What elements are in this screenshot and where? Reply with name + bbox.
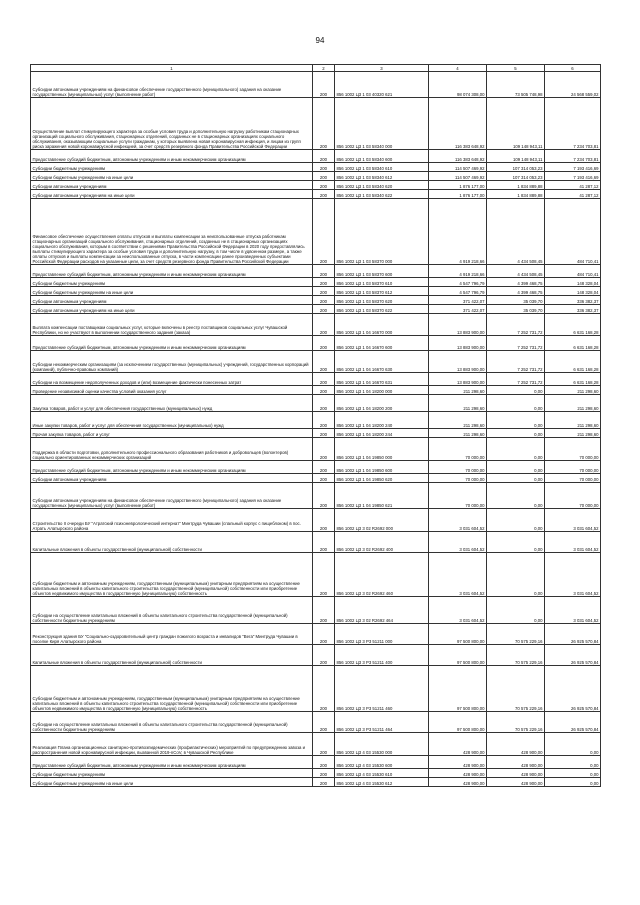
unexecuted-amount-cell: 26 925 570,84 xyxy=(545,645,601,666)
table-row xyxy=(31,778,601,787)
executed-amount-cell: 7 252 731,72 xyxy=(487,336,545,351)
budget-classification-code-cell: 856 1002 Ц3 1 03 58340 620 xyxy=(335,181,429,190)
unexecuted-amount-cell: 6 631 168,28 xyxy=(545,373,601,386)
line-code-cell: 200 xyxy=(313,438,335,461)
approved-amount-cell: 4 547 796,79 xyxy=(429,278,487,287)
column-header-6: 6 xyxy=(545,65,601,72)
expense-name-cell: Субсидии бюджетным учреждениям xyxy=(31,278,313,287)
table-row xyxy=(31,351,601,373)
expense-name-cell: Субсидии бюджетным учреждениям на иные цели xyxy=(31,287,313,296)
expense-name-cell: Субсидии на осуществление капитальных вложений в объекты капитального строительства государственной (муниципальной) собственности бюджетным учреждениям xyxy=(31,712,313,733)
approved-amount-cell: 428 900,00 xyxy=(429,778,487,787)
expense-name-cell: Реализация Плана организационных санитарно-противоэпидемических (профилактических) мероприятий по предупреждению завоза и распространения новой коронавирусной инфекции, вызванной 2019-nCoV, в Чувашской Республике xyxy=(31,733,313,756)
budget-classification-code-cell: 856 1002 Ц3 1 03 58370 600 xyxy=(335,265,429,278)
expense-name-cell: Выплата компенсации поставщикам социальных услуг, которые включены в реестр поставщиков социальных услуг Чувашской Республики, но не участвуют в выполнении государственного задания (заказа) xyxy=(31,314,313,336)
line-code-cell: 200 xyxy=(313,172,335,181)
unexecuted-amount-cell: 26 925 570,84 xyxy=(545,624,601,645)
line-code-cell: 200 xyxy=(313,474,335,483)
unexecuted-amount-cell: 41 287,12 xyxy=(545,190,601,199)
table-row xyxy=(31,305,601,314)
budget-classification-code-cell: 856 1002 Ц3 3 P3 51211 400 xyxy=(335,645,429,666)
budget-classification-code-cell: 856 1002 Ц3 1 04 16670 631 xyxy=(335,373,429,386)
table-row xyxy=(31,597,601,624)
expense-name-cell: Предоставление субсидий бюджетным, автономным учреждениям и иным некоммерческим организациям xyxy=(31,150,313,163)
executed-amount-cell: 70 575 229,16 xyxy=(487,712,545,733)
budget-classification-code-cell: 856 1002 Ц3 1 03 58370 620 xyxy=(335,296,429,305)
unexecuted-amount-cell: 336 382,37 xyxy=(545,296,601,305)
budget-classification-code-cell: 856 1002 Ц3 1 03 58370 610 xyxy=(335,278,429,287)
budget-classification-code-cell: 856 1002 Ц3 1 03 58370 612 xyxy=(335,287,429,296)
table-row xyxy=(31,181,601,190)
table-row xyxy=(31,733,601,756)
budget-classification-code-cell: 856 1002 Ц3 4 03 15530 000 xyxy=(335,733,429,756)
budget-classification-code-cell: 856 1002 Ц3 1 04 16670 600 xyxy=(335,336,429,351)
executed-amount-cell: 70 575 229,16 xyxy=(487,624,545,645)
executed-amount-cell: 428 900,00 xyxy=(487,769,545,778)
executed-amount-cell: 0,00 xyxy=(487,461,545,474)
unexecuted-amount-cell: 148 328,04 xyxy=(545,287,601,296)
line-code-cell: 200 xyxy=(313,296,335,305)
column-header-5: 5 xyxy=(487,65,545,72)
table-row xyxy=(31,532,601,553)
unexecuted-amount-cell: 484 710,41 xyxy=(545,265,601,278)
unexecuted-amount-cell: 7 234 703,81 xyxy=(545,98,601,150)
unexecuted-amount-cell: 24 568 559,02 xyxy=(545,72,601,98)
executed-amount-cell: 4 399 468,75 xyxy=(487,287,545,296)
approved-amount-cell: 97 500 800,00 xyxy=(429,712,487,733)
unexecuted-amount-cell: 70 000,00 xyxy=(545,438,601,461)
line-code-cell: 200 xyxy=(313,287,335,296)
approved-amount-cell: 428 900,00 xyxy=(429,733,487,756)
executed-amount-cell: 70 575 229,16 xyxy=(487,666,545,712)
executed-amount-cell: 35 039,70 xyxy=(487,305,545,314)
line-code-cell: 200 xyxy=(313,597,335,624)
executed-amount-cell: 0,00 xyxy=(487,532,545,553)
line-code-cell: 200 xyxy=(313,72,335,98)
expense-name-cell: Капитальные вложения в объекты государственной (муниципальной) собственности xyxy=(31,532,313,553)
table-row xyxy=(31,287,601,296)
table-row xyxy=(31,278,601,287)
executed-amount-cell: 1 834 889,88 xyxy=(487,181,545,190)
approved-amount-cell: 211 298,60 xyxy=(429,395,487,412)
expense-name-cell: Капитальные вложения в объекты государственной (муниципальной) собственности xyxy=(31,645,313,666)
table-row xyxy=(31,314,601,336)
approved-amount-cell: 211 298,60 xyxy=(429,412,487,429)
table-row xyxy=(31,336,601,351)
approved-amount-cell: 13 883 900,00 xyxy=(429,336,487,351)
executed-amount-cell: 0,00 xyxy=(487,553,545,597)
line-code-cell: 200 xyxy=(313,778,335,787)
approved-amount-cell: 211 298,60 xyxy=(429,429,487,438)
executed-amount-cell: 35 039,70 xyxy=(487,296,545,305)
table-row xyxy=(31,712,601,733)
line-code-cell: 200 xyxy=(313,412,335,429)
budget-classification-code-cell: 856 1002 Ц3 1 04 19850 621 xyxy=(335,483,429,509)
expense-name-cell: Закупка товаров, работ и услуг для обеспечения государственных (муниципальных) нужд xyxy=(31,395,313,412)
expense-name-cell: Субсидии автономным учреждениям на финансовое обеспечение государственного (муниципального) задания на оказание государственных (муниципальных) услуг (выполнение работ) xyxy=(31,483,313,509)
table-row xyxy=(31,624,601,645)
expense-name-cell: Финансовое обеспечение осуществления оплаты отпусков и выплаты компенсации за неиспользованные отпуска работникам стационарных организаций социального обслуживания, стационарных отделений, созданных не в стационарных организациях социального обслуживания, которым в соответствии с решениями Правительства Российской Федерации в 2020 году предоставлялись выплаты стимулирующего характера за особые условия труда и дополнительную нагрузку, в том числе в удвоенном размере, а также оплаты отпусков и выплаты компенсации за неиспользованные отпуска, в части компенсации ранее произведенных субъектами Российской Федерации расходов на указанные цели, за счет средств резервного фонда Правительства Российской Федерации xyxy=(31,199,313,265)
unexecuted-amount-cell: 3 031 604,52 xyxy=(545,509,601,532)
line-code-cell: 200 xyxy=(313,278,335,287)
approved-amount-cell: 211 298,60 xyxy=(429,386,487,395)
expense-name-cell: Субсидии бюджетным учреждениям на иные цели xyxy=(31,172,313,181)
expense-name-cell: Субсидии автономным учреждениям на иные цели xyxy=(31,305,313,314)
table-row xyxy=(31,474,601,483)
executed-amount-cell: 70 575 229,16 xyxy=(487,645,545,666)
budget-classification-code-cell: 856 1002 Ц3 3 P3 51211 464 xyxy=(335,712,429,733)
executed-amount-cell: 7 252 731,72 xyxy=(487,314,545,336)
expense-name-cell: Предоставление субсидий бюджетным, автономным учреждениям и иным некоммерческим организациям xyxy=(31,461,313,474)
approved-amount-cell: 371 422,07 xyxy=(429,296,487,305)
line-code-cell: 200 xyxy=(313,314,335,336)
executed-amount-cell: 107 314 053,23 xyxy=(487,163,545,172)
executed-amount-cell: 0,00 xyxy=(487,597,545,624)
expense-name-cell: Проведение независимой оценки качества условий оказания услуг xyxy=(31,386,313,395)
line-code-cell: 200 xyxy=(313,395,335,412)
table-row xyxy=(31,150,601,163)
table-row xyxy=(31,163,601,172)
table-row xyxy=(31,296,601,305)
expense-name-cell: Реконструкция здания БУ "Социально-оздоровительный центр граждан пожилого возраста и инвалидов "Вега" Минтруда Чувашии в поселке Киря Алатырского района xyxy=(31,624,313,645)
table-row xyxy=(31,190,601,199)
column-header-2: 2 xyxy=(313,65,335,72)
expense-name-cell: Предоставление субсидий бюджетным, автономным учреждениям и иным некоммерческим организациям xyxy=(31,336,313,351)
column-header-4: 4 xyxy=(429,65,487,72)
unexecuted-amount-cell: 211 298,60 xyxy=(545,386,601,395)
unexecuted-amount-cell: 3 031 604,52 xyxy=(545,597,601,624)
table-row xyxy=(31,386,601,395)
executed-amount-cell: 73 505 748,98 xyxy=(487,72,545,98)
table-row xyxy=(31,373,601,386)
budget-classification-code-cell: 856 1002 Ц3 1 04 18200 200 xyxy=(335,395,429,412)
budget-classification-code-cell: 856 1002 Ц3 1 03 58340 610 xyxy=(335,163,429,172)
line-code-cell: 200 xyxy=(313,712,335,733)
table-row xyxy=(31,509,601,532)
line-code-cell: 200 xyxy=(313,98,335,150)
budget-classification-code-cell: 856 1002 Ц3 3 P3 51211 000 xyxy=(335,624,429,645)
unexecuted-amount-cell: 70 000,00 xyxy=(545,461,601,474)
table-row xyxy=(31,265,601,278)
column-header-3: 3 xyxy=(335,65,429,72)
budget-classification-code-cell: 856 1002 Ц3 3 P3 51211 460 xyxy=(335,666,429,712)
approved-amount-cell: 70 000,00 xyxy=(429,461,487,474)
line-code-cell: 200 xyxy=(313,386,335,395)
table-header-row xyxy=(31,65,601,72)
page-number: 94 xyxy=(315,36,325,45)
unexecuted-amount-cell: 148 328,04 xyxy=(545,278,601,287)
budget-classification-code-cell: 856 1002 Ц3 1 03 40320 621 xyxy=(335,72,429,98)
approved-amount-cell: 70 000,00 xyxy=(429,483,487,509)
budget-classification-code-cell: 856 1002 Ц3 1 04 19850 600 xyxy=(335,461,429,474)
expense-name-cell: Субсидии бюджетным учреждениям на иные цели xyxy=(31,778,313,787)
table-row xyxy=(31,461,601,474)
line-code-cell: 200 xyxy=(313,336,335,351)
line-code-cell: 200 xyxy=(313,624,335,645)
unexecuted-amount-cell: 7 193 416,69 xyxy=(545,163,601,172)
unexecuted-amount-cell: 211 298,60 xyxy=(545,395,601,412)
executed-amount-cell: 0,00 xyxy=(487,474,545,483)
approved-amount-cell: 116 383 648,92 xyxy=(429,150,487,163)
unexecuted-amount-cell: 70 000,00 xyxy=(545,483,601,509)
executed-amount-cell: 0,00 xyxy=(487,386,545,395)
expense-name-cell: Субсидии на возмещение недополученных доходов и (или) возмещение фактически понесенных затрат xyxy=(31,373,313,386)
approved-amount-cell: 4 547 796,79 xyxy=(429,287,487,296)
approved-amount-cell: 13 883 900,00 xyxy=(429,373,487,386)
table-row xyxy=(31,553,601,597)
approved-amount-cell: 3 031 604,52 xyxy=(429,509,487,532)
budget-classification-code-cell: 856 1002 Ц3 1 03 58340 000 xyxy=(335,98,429,150)
unexecuted-amount-cell: 7 193 416,69 xyxy=(545,172,601,181)
unexecuted-amount-cell: 0,00 xyxy=(545,769,601,778)
table-row xyxy=(31,438,601,461)
budget-classification-code-cell: 856 1002 Ц3 4 03 15530 612 xyxy=(335,778,429,787)
approved-amount-cell: 371 422,07 xyxy=(429,305,487,314)
expense-name-cell: Субсидии автономным учреждениям на иные цели xyxy=(31,190,313,199)
line-code-cell: 200 xyxy=(313,553,335,597)
expense-name-cell: Субсидии автономным учреждениям xyxy=(31,474,313,483)
executed-amount-cell: 0,00 xyxy=(487,429,545,438)
table-row xyxy=(31,395,601,412)
table-row xyxy=(31,645,601,666)
budget-classification-code-cell: 856 1002 Ц3 1 03 58340 622 xyxy=(335,190,429,199)
executed-amount-cell: 4 434 508,45 xyxy=(487,265,545,278)
line-code-cell: 200 xyxy=(313,150,335,163)
table-row xyxy=(31,756,601,769)
expense-name-cell: Поддержка в области подготовки, дополнительного профессионального образования работников и добровольцев (волонтеров) социально ориентированных некоммерческих организаций xyxy=(31,438,313,461)
executed-amount-cell: 7 252 731,72 xyxy=(487,351,545,373)
table-row xyxy=(31,429,601,438)
line-code-cell: 200 xyxy=(313,461,335,474)
line-code-cell: 200 xyxy=(313,429,335,438)
line-code-cell: 200 xyxy=(313,532,335,553)
unexecuted-amount-cell: 0,00 xyxy=(545,778,601,787)
approved-amount-cell: 13 883 900,00 xyxy=(429,351,487,373)
expense-name-cell: Предоставление субсидий бюджетным, автономным учреждениям и иным некоммерческим организациям xyxy=(31,265,313,278)
expense-name-cell: Субсидии автономным учреждениям xyxy=(31,181,313,190)
unexecuted-amount-cell: 0,00 xyxy=(545,756,601,769)
budget-classification-code-cell: 856 1002 Ц3 1 03 58340 612 xyxy=(335,172,429,181)
table-row xyxy=(31,199,601,265)
line-code-cell: 200 xyxy=(313,305,335,314)
approved-amount-cell: 114 507 469,92 xyxy=(429,163,487,172)
executed-amount-cell: 0,00 xyxy=(487,395,545,412)
budget-classification-code-cell: 856 1002 Ц3 3 02 R2692 464 xyxy=(335,597,429,624)
budget-classification-code-cell: 856 1002 Ц3 1 04 16670 630 xyxy=(335,351,429,373)
unexecuted-amount-cell: 41 287,12 xyxy=(545,181,601,190)
approved-amount-cell: 428 900,00 xyxy=(429,756,487,769)
table-row xyxy=(31,483,601,509)
table-row xyxy=(31,98,601,150)
executed-amount-cell: 428 900,00 xyxy=(487,733,545,756)
unexecuted-amount-cell: 336 382,37 xyxy=(545,305,601,314)
expense-name-cell: Субсидии автономным учреждениям xyxy=(31,296,313,305)
unexecuted-amount-cell: 3 031 604,52 xyxy=(545,553,601,597)
table-row xyxy=(31,412,601,429)
approved-amount-cell: 70 000,00 xyxy=(429,474,487,483)
budget-classification-code-cell: 856 1002 Ц3 1 04 16670 000 xyxy=(335,314,429,336)
approved-amount-cell: 97 500 800,00 xyxy=(429,624,487,645)
expense-name-cell: Прочая закупка товаров, работ и услуг xyxy=(31,429,313,438)
executed-amount-cell: 4 399 468,75 xyxy=(487,278,545,287)
unexecuted-amount-cell: 70 000,00 xyxy=(545,474,601,483)
line-code-cell: 200 xyxy=(313,199,335,265)
unexecuted-amount-cell: 26 925 570,84 xyxy=(545,666,601,712)
expense-name-cell: Субсидии на осуществление капитальных вложений в объекты капитального строительства государственной (муниципальной) собственности бюджетным учреждениям xyxy=(31,597,313,624)
expense-name-cell: Субсидии бюджетным учреждениям xyxy=(31,769,313,778)
unexecuted-amount-cell: 6 631 168,28 xyxy=(545,351,601,373)
line-code-cell: 200 xyxy=(313,733,335,756)
budget-classification-code-cell: 856 1002 Ц3 1 04 18200 244 xyxy=(335,429,429,438)
line-code-cell: 200 xyxy=(313,769,335,778)
executed-amount-cell: 1 834 889,88 xyxy=(487,190,545,199)
executed-amount-cell: 428 900,00 xyxy=(487,756,545,769)
budget-classification-code-cell: 856 1002 Ц3 3 02 R2692 000 xyxy=(335,509,429,532)
expense-name-cell: Предоставление субсидий бюджетным, автономным учреждениям и иным некоммерческим организациям xyxy=(31,756,313,769)
unexecuted-amount-cell: 211 298,60 xyxy=(545,429,601,438)
expense-name-cell: Субсидии бюджетным и автономным учреждениям, государственным (муниципальным) унитарным предприятиям на осуществление капитальных вложений в объекты капитального строительства государственной (муниципальной) собственности или приобретение объектов недвижимого имущества в государственную (муниципальную) собственность xyxy=(31,553,313,597)
expense-name-cell: Субсидии автономным учреждениям на финансовое обеспечение государственного (муниципального) задания на оказание государственных (муниципальных) услуг (выполнение работ) xyxy=(31,72,313,98)
unexecuted-amount-cell: 0,00 xyxy=(545,733,601,756)
expense-name-cell: Строительство II очереди БУ "Атратский психоневрологический интернат" Минтруда Чувашии (спальный корпус с пищеблоком) в пос. Атрать Алатырского района xyxy=(31,509,313,532)
approved-amount-cell: 3 031 604,52 xyxy=(429,532,487,553)
line-code-cell: 200 xyxy=(313,181,335,190)
approved-amount-cell: 4 919 218,66 xyxy=(429,265,487,278)
unexecuted-amount-cell: 211 298,60 xyxy=(545,412,601,429)
executed-amount-cell: 109 148 943,11 xyxy=(487,150,545,163)
table-row xyxy=(31,172,601,181)
budget-classification-code-cell: 856 1002 Ц3 1 04 18200 240 xyxy=(335,412,429,429)
line-code-cell: 200 xyxy=(313,756,335,769)
executed-amount-cell: 109 148 943,11 xyxy=(487,98,545,150)
table-row xyxy=(31,666,601,712)
expense-name-cell: Субсидии некоммерческим организациям (за исключением государственных (муниципальных) учреждений, государственных корпораций (компаний), публично-правовых компаний) xyxy=(31,351,313,373)
approved-amount-cell: 13 883 900,00 xyxy=(429,314,487,336)
approved-amount-cell: 428 900,00 xyxy=(429,769,487,778)
approved-amount-cell: 97 500 800,00 xyxy=(429,666,487,712)
budget-classification-code-cell: 856 1002 Ц3 1 03 58340 600 xyxy=(335,150,429,163)
table-row xyxy=(31,72,601,98)
approved-amount-cell: 1 876 177,00 xyxy=(429,190,487,199)
line-code-cell: 200 xyxy=(313,163,335,172)
budget-classification-code-cell: 856 1002 Ц3 3 02 R2692 400 xyxy=(335,532,429,553)
approved-amount-cell: 3 031 604,52 xyxy=(429,553,487,597)
line-code-cell: 200 xyxy=(313,666,335,712)
budget-classification-code-cell: 856 1002 Ц3 1 04 19850 620 xyxy=(335,474,429,483)
table-row xyxy=(31,769,601,778)
expense-name-cell: Субсидии бюджетным учреждениям xyxy=(31,163,313,172)
unexecuted-amount-cell: 484 710,41 xyxy=(545,199,601,265)
line-code-cell: 200 xyxy=(313,265,335,278)
column-header-1: 1 xyxy=(31,65,313,72)
budget-classification-code-cell: 856 1002 Ц3 1 04 19850 000 xyxy=(335,438,429,461)
approved-amount-cell: 114 507 469,92 xyxy=(429,172,487,181)
budget-classification-code-cell: 856 1002 Ц3 1 03 58370 000 xyxy=(335,199,429,265)
executed-amount-cell: 428 900,00 xyxy=(487,778,545,787)
executed-amount-cell: 0,00 xyxy=(487,412,545,429)
line-code-cell: 200 xyxy=(313,509,335,532)
executed-amount-cell: 7 252 731,72 xyxy=(487,373,545,386)
approved-amount-cell: 98 074 308,00 xyxy=(429,72,487,98)
budget-classification-code-cell: 856 1002 Ц3 1 04 18200 000 xyxy=(335,386,429,395)
line-code-cell: 200 xyxy=(313,645,335,666)
executed-amount-cell: 107 314 053,23 xyxy=(487,172,545,181)
expense-name-cell: Осуществление выплат стимулирующего характера за особые условия труда и дополнительную нагрузку работникам стационарных организаций социального обслуживания, стационарных отделений, созданных не в стационарных организациях социального обслуживания, оказывающим социальные услуги гражданам, у которых выявлена новая коронавирусная инфекция, и лицам из групп риска заражения новой коронавирусной инфекцией, за счет средств резервного фонда Правительства Российской Федерации xyxy=(31,98,313,150)
line-code-cell: 200 xyxy=(313,483,335,509)
approved-amount-cell: 4 919 218,66 xyxy=(429,199,487,265)
budget-classification-code-cell: 856 1002 Ц3 3 02 R2692 460 xyxy=(335,553,429,597)
budget-execution-table xyxy=(30,64,601,787)
approved-amount-cell: 116 383 648,92 xyxy=(429,98,487,150)
executed-amount-cell: 0,00 xyxy=(487,483,545,509)
budget-classification-code-cell: 856 1002 Ц3 4 03 15530 610 xyxy=(335,769,429,778)
approved-amount-cell: 97 500 800,00 xyxy=(429,645,487,666)
executed-amount-cell: 4 434 508,45 xyxy=(487,199,545,265)
unexecuted-amount-cell: 6 631 168,28 xyxy=(545,336,601,351)
expense-name-cell: Иные закупки товаров, работ и услуг для обеспечения государственных (муниципальных) нужд xyxy=(31,412,313,429)
budget-classification-code-cell: 856 1002 Ц3 1 03 58370 622 xyxy=(335,305,429,314)
line-code-cell: 200 xyxy=(313,373,335,386)
approved-amount-cell: 1 876 177,00 xyxy=(429,181,487,190)
unexecuted-amount-cell: 3 031 604,52 xyxy=(545,532,601,553)
line-code-cell: 200 xyxy=(313,351,335,373)
unexecuted-amount-cell: 26 925 570,84 xyxy=(545,712,601,733)
approved-amount-cell: 3 031 604,52 xyxy=(429,597,487,624)
executed-amount-cell: 0,00 xyxy=(487,509,545,532)
expense-name-cell: Субсидии бюджетным и автономным учреждениям, государственным (муниципальным) унитарным предприятиям на осуществление капитальных вложений в объекты капитального строительства государственной (муниципальной) собственности или приобретение объектов недвижимого имущества в государственную (муниципальную) собственность xyxy=(31,666,313,712)
approved-amount-cell: 70 000,00 xyxy=(429,438,487,461)
budget-classification-code-cell: 856 1002 Ц3 4 03 15530 600 xyxy=(335,756,429,769)
executed-amount-cell: 0,00 xyxy=(487,438,545,461)
line-code-cell: 200 xyxy=(313,190,335,199)
unexecuted-amount-cell: 6 631 168,28 xyxy=(545,314,601,336)
unexecuted-amount-cell: 7 234 703,81 xyxy=(545,150,601,163)
